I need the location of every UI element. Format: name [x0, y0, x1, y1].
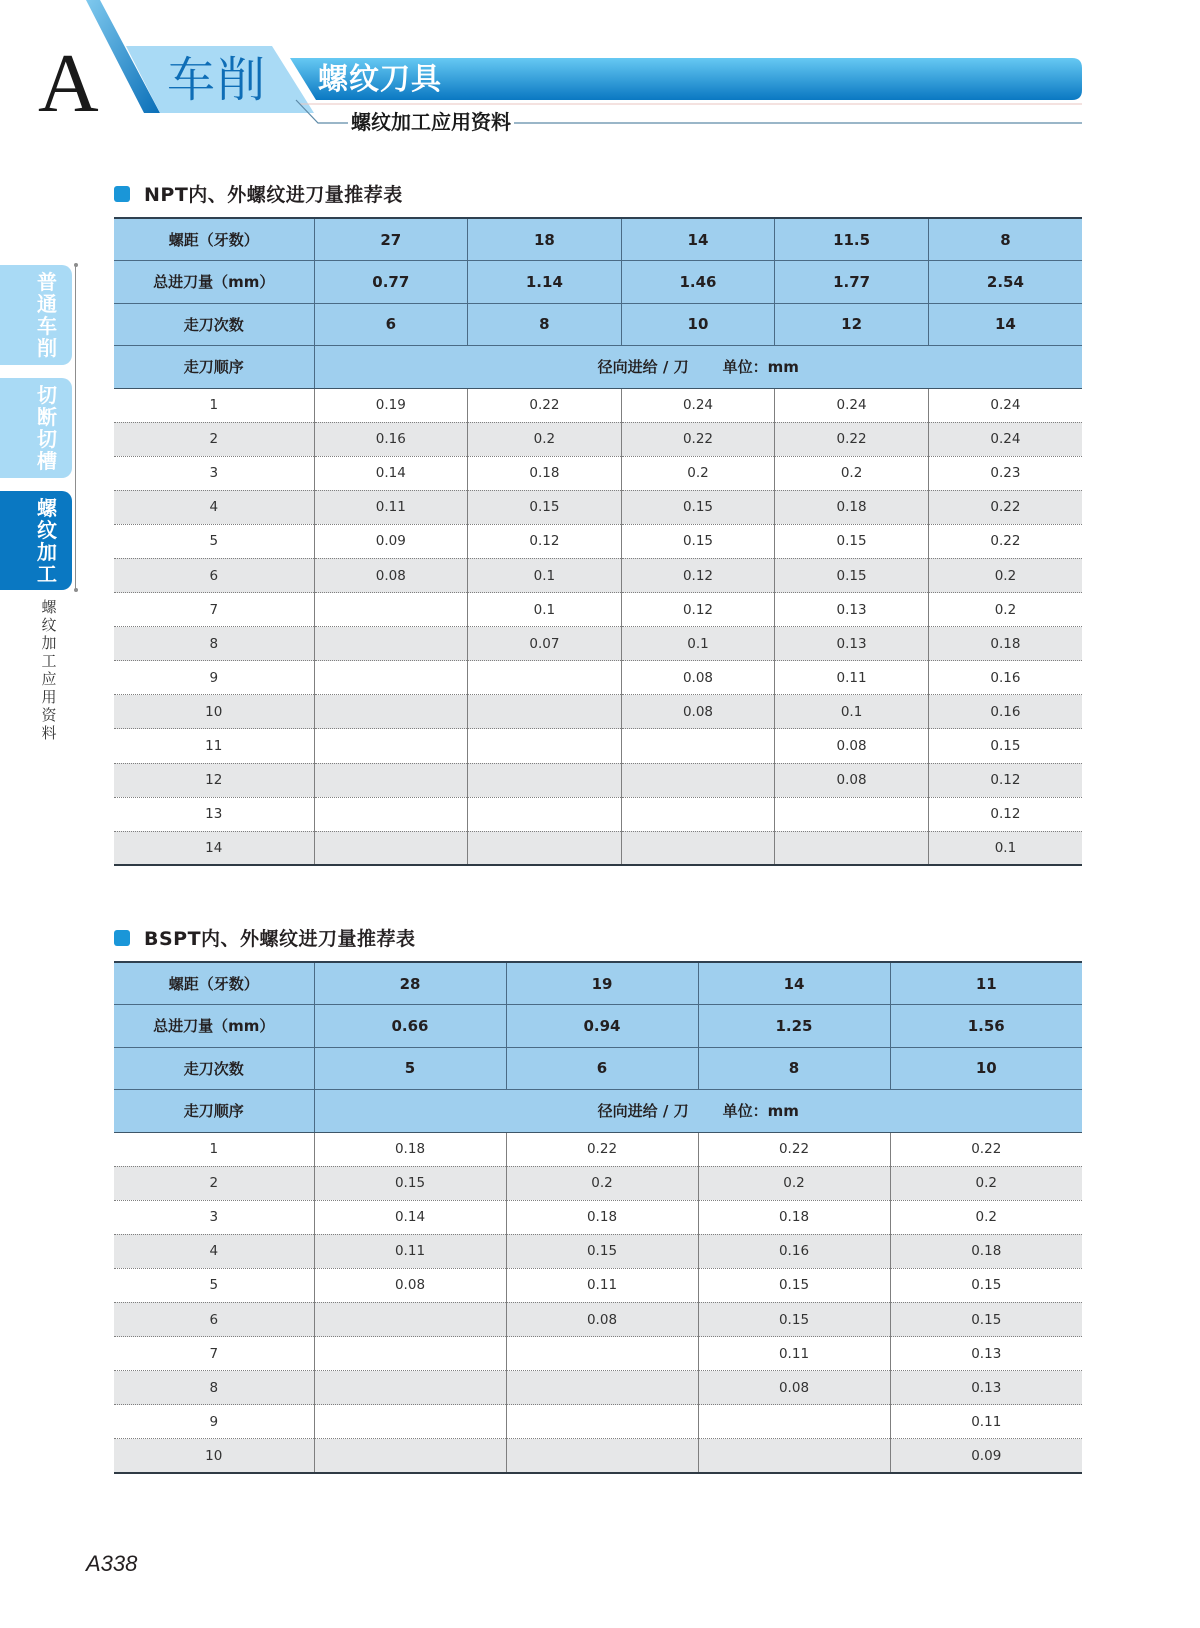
feed-value: 0.08 [506, 1302, 698, 1336]
feed-value: 0.15 [775, 558, 929, 592]
feed-value: 0.19 [314, 388, 468, 422]
pass-number: 5 [114, 524, 314, 558]
feed-value: 0.2 [890, 1166, 1082, 1200]
feed-value: 0.14 [314, 1200, 506, 1234]
table-row [114, 558, 1082, 592]
pass-number: 3 [114, 1200, 314, 1234]
feed-value: 0.2 [506, 1166, 698, 1200]
feed-value [698, 1439, 890, 1473]
sidebar-divider [75, 265, 76, 590]
table-row [114, 1268, 1082, 1302]
feed-value [468, 763, 622, 797]
tab-char: 螺 [37, 495, 57, 520]
table-row [114, 627, 1082, 661]
passes-value: 6 [506, 1047, 698, 1090]
feed-value [698, 1405, 890, 1439]
total-depth-value: 1.25 [698, 1005, 890, 1048]
table-row [114, 593, 1082, 627]
feed-value: 0.16 [928, 695, 1082, 729]
pitch-value: 14 [698, 962, 890, 1005]
feed-value: 0.12 [468, 524, 622, 558]
feed-value [621, 763, 775, 797]
table-row [114, 422, 1082, 456]
feed-value: 0.1 [468, 593, 622, 627]
passes-value: 5 [314, 1047, 506, 1090]
feed-value [775, 831, 929, 865]
pitch-row [114, 218, 1082, 261]
passes-value: 12 [775, 303, 929, 346]
npt-table-body [114, 388, 1082, 865]
sidebar-tab-parting-grooving[interactable] [0, 378, 72, 478]
unit-label: 单位：mm [722, 1102, 799, 1121]
feed-value: 0.2 [890, 1200, 1082, 1234]
total-depth-value: 0.94 [506, 1005, 698, 1048]
pass-number: 13 [114, 797, 314, 831]
total-depth-value: 0.66 [314, 1005, 506, 1048]
total-depth-row [114, 1005, 1082, 1048]
pass-number: 12 [114, 763, 314, 797]
feed-value: 0.1 [775, 695, 929, 729]
sequence-label: 走刀顺序 [114, 1090, 314, 1133]
radial-feed-unit-label [314, 346, 1082, 389]
bspt-table-body [114, 1132, 1082, 1473]
feed-value: 0.24 [928, 388, 1082, 422]
tab-char: 削 [37, 336, 57, 360]
pass-number: 7 [114, 1337, 314, 1371]
square-bullet-icon [114, 186, 130, 202]
table-row [114, 1405, 1082, 1439]
pass-number: 10 [114, 695, 314, 729]
banner-title: 螺纹刀具 [318, 62, 442, 97]
feed-value [775, 797, 929, 831]
feed-value: 0.22 [621, 422, 775, 456]
table-row [114, 490, 1082, 524]
pass-number: 2 [114, 422, 314, 456]
pass-number: 6 [114, 1302, 314, 1336]
table-row [114, 1132, 1082, 1166]
feed-value: 0.08 [621, 695, 775, 729]
feed-value [314, 1439, 506, 1473]
feed-value: 0.1 [468, 558, 622, 592]
feed-value [506, 1405, 698, 1439]
feed-value: 0.12 [928, 797, 1082, 831]
table-row [114, 1371, 1082, 1405]
table-row [114, 1337, 1082, 1371]
sub-char: 料 [41, 724, 57, 742]
pitch-value: 14 [621, 218, 775, 261]
feed-value: 0.15 [890, 1302, 1082, 1336]
table-row [114, 729, 1082, 763]
pitch-value: 27 [314, 218, 468, 261]
feed-value: 0.08 [314, 1268, 506, 1302]
feed-value [621, 729, 775, 763]
feed-value: 0.18 [314, 1132, 506, 1166]
feed-value: 0.18 [890, 1234, 1082, 1268]
feed-value: 0.22 [506, 1132, 698, 1166]
total-depth-value: 1.46 [621, 261, 775, 304]
tab-char: 切 [37, 383, 57, 407]
npt-feed-table [114, 217, 1082, 866]
feed-value [314, 763, 468, 797]
tab-char: 加 [37, 539, 57, 564]
radial-feed-label: 径向进给 / 刀 [597, 1102, 689, 1121]
sidebar-tab-general-turning[interactable] [0, 265, 72, 365]
pitch-value: 19 [506, 962, 698, 1005]
sub-char: 工 [41, 652, 57, 670]
feed-value: 0.08 [775, 729, 929, 763]
feed-value: 0.14 [314, 456, 468, 490]
pass-number: 2 [114, 1166, 314, 1200]
table-row [114, 524, 1082, 558]
pass-number: 9 [114, 661, 314, 695]
table-row [114, 661, 1082, 695]
total-depth-row [114, 261, 1082, 304]
tab-char: 纹 [37, 517, 57, 542]
feed-value [314, 1405, 506, 1439]
passes-label: 走刀次数 [114, 303, 314, 346]
total-depth-value: 2.54 [928, 261, 1082, 304]
feed-value [314, 797, 468, 831]
feed-value [314, 593, 468, 627]
page-subtitle: 螺纹加工应用资料 [348, 108, 514, 136]
table-row [114, 695, 1082, 729]
table-row [114, 1302, 1082, 1336]
feed-value: 0.24 [775, 388, 929, 422]
feed-value: 0.09 [890, 1439, 1082, 1473]
pitch-label: 螺距（牙数） [114, 218, 314, 261]
feed-value: 0.07 [468, 627, 622, 661]
passes-value: 8 [698, 1047, 890, 1090]
feed-value: 0.08 [775, 763, 929, 797]
feed-value: 0.18 [775, 490, 929, 524]
bspt-title-text: BSPT内、外螺纹进刀量推荐表 [144, 928, 416, 950]
feed-value: 0.22 [928, 524, 1082, 558]
passes-label: 走刀次数 [114, 1047, 314, 1090]
feed-value: 0.15 [468, 490, 622, 524]
feed-value: 0.13 [890, 1371, 1082, 1405]
sub-char: 应 [41, 670, 57, 688]
feed-value [506, 1337, 698, 1371]
passes-value: 8 [468, 303, 622, 346]
radial-feed-label: 径向进给 / 刀 [597, 358, 689, 377]
tab-char: 断 [37, 405, 57, 429]
page-header [0, 0, 1200, 140]
tab-char: 切 [37, 427, 57, 451]
feed-value: 0.15 [890, 1268, 1082, 1302]
pitch-row [114, 962, 1082, 1005]
feed-value: 0.15 [775, 524, 929, 558]
pass-number: 10 [114, 1439, 314, 1473]
feed-value: 0.24 [928, 422, 1082, 456]
passes-value: 14 [928, 303, 1082, 346]
feed-value: 0.12 [928, 763, 1082, 797]
feed-value: 0.2 [928, 558, 1082, 592]
feed-value [506, 1371, 698, 1405]
feed-value [468, 729, 622, 763]
feed-value: 0.11 [698, 1337, 890, 1371]
feed-value: 0.2 [698, 1166, 890, 1200]
pass-number: 9 [114, 1405, 314, 1439]
feed-value: 0.15 [621, 490, 775, 524]
table-row [114, 763, 1082, 797]
table-row [114, 797, 1082, 831]
feed-value: 0.12 [621, 593, 775, 627]
pass-number: 8 [114, 1371, 314, 1405]
sequence-header-row [114, 1090, 1082, 1133]
pass-number: 1 [114, 388, 314, 422]
tab-char: 通 [37, 292, 57, 316]
table-row [114, 1234, 1082, 1268]
feed-value [314, 831, 468, 865]
passes-row [114, 1047, 1082, 1090]
feed-value: 0.2 [468, 422, 622, 456]
passes-value: 10 [621, 303, 775, 346]
pass-number: 8 [114, 627, 314, 661]
pitch-value: 11 [890, 962, 1082, 1005]
pitch-label: 螺距（牙数） [114, 962, 314, 1005]
feed-value: 0.11 [314, 1234, 506, 1268]
feed-value: 0.1 [928, 831, 1082, 865]
npt-title-text: NPT内、外螺纹进刀量推荐表 [144, 184, 403, 206]
feed-value: 0.2 [775, 456, 929, 490]
page-number: A338 [86, 1551, 138, 1576]
feed-value [468, 661, 622, 695]
pass-number: 3 [114, 456, 314, 490]
section-letter: A [38, 37, 99, 130]
feed-value: 0.18 [928, 627, 1082, 661]
square-bullet-icon [114, 930, 130, 946]
tab-char: 普 [37, 270, 57, 294]
feed-value [314, 695, 468, 729]
feed-value: 0.24 [621, 388, 775, 422]
feed-value: 0.11 [506, 1268, 698, 1302]
feed-value: 0.13 [775, 627, 929, 661]
feed-value: 0.2 [928, 593, 1082, 627]
feed-value: 0.08 [314, 558, 468, 592]
feed-value [314, 1337, 506, 1371]
pitch-value: 11.5 [775, 218, 929, 261]
pass-number: 1 [114, 1132, 314, 1166]
sequence-label: 走刀顺序 [114, 346, 314, 389]
feed-value: 0.15 [698, 1302, 890, 1336]
feed-value: 0.15 [621, 524, 775, 558]
pitch-value: 28 [314, 962, 506, 1005]
total-depth-label: 总进刀量（mm） [114, 261, 314, 304]
total-depth-label: 总进刀量（mm） [114, 1005, 314, 1048]
sub-char: 螺 [41, 598, 57, 616]
tab-char: 工 [37, 561, 57, 586]
feed-value: 0.23 [928, 456, 1082, 490]
table-row [114, 1200, 1082, 1234]
feed-value: 0.08 [621, 661, 775, 695]
feed-value: 0.15 [314, 1166, 506, 1200]
feed-value: 0.15 [506, 1234, 698, 1268]
unit-label: 单位：mm [722, 358, 799, 377]
table-row [114, 388, 1082, 422]
feed-value: 0.11 [890, 1405, 1082, 1439]
sequence-header-row [114, 346, 1082, 389]
feed-value [314, 1371, 506, 1405]
feed-value [621, 797, 775, 831]
sidebar-tab-threading[interactable] [0, 491, 72, 590]
feed-value: 0.18 [468, 456, 622, 490]
feed-value: 0.09 [314, 524, 468, 558]
table-row [114, 1166, 1082, 1200]
category-title: 车削 [167, 52, 268, 108]
pass-number: 7 [114, 593, 314, 627]
radial-feed-unit-label [314, 1090, 1082, 1133]
feed-value [468, 831, 622, 865]
table-row [114, 1439, 1082, 1473]
bspt-feed-table [114, 961, 1082, 1474]
table-row [114, 456, 1082, 490]
sub-char: 用 [41, 688, 57, 706]
tab-char: 车 [37, 314, 57, 338]
pass-number: 6 [114, 558, 314, 592]
feed-value: 0.16 [698, 1234, 890, 1268]
pass-number: 11 [114, 729, 314, 763]
feed-value [314, 627, 468, 661]
feed-value: 0.18 [698, 1200, 890, 1234]
total-depth-value: 1.77 [775, 261, 929, 304]
feed-value: 0.18 [506, 1200, 698, 1234]
feed-value [506, 1439, 698, 1473]
pitch-value: 8 [928, 218, 1082, 261]
sub-char: 加 [41, 634, 57, 652]
total-depth-value: 1.14 [468, 261, 622, 304]
sidebar-sub-label [39, 598, 59, 742]
feed-value [468, 695, 622, 729]
feed-value: 0.2 [621, 456, 775, 490]
pass-number: 14 [114, 831, 314, 865]
feed-value: 0.16 [928, 661, 1082, 695]
feed-value: 0.16 [314, 422, 468, 456]
feed-value: 0.11 [775, 661, 929, 695]
sub-char: 纹 [41, 616, 57, 634]
feed-value: 0.22 [468, 388, 622, 422]
feed-value: 0.22 [928, 490, 1082, 524]
npt-section-title [114, 180, 403, 207]
feed-value [621, 831, 775, 865]
total-depth-value: 1.56 [890, 1005, 1082, 1048]
feed-value [468, 797, 622, 831]
feed-value: 0.15 [698, 1268, 890, 1302]
pass-number: 5 [114, 1268, 314, 1302]
feed-value [314, 729, 468, 763]
passes-value: 10 [890, 1047, 1082, 1090]
feed-value [314, 1302, 506, 1336]
sub-char: 资 [41, 706, 57, 724]
pitch-value: 18 [468, 218, 622, 261]
feed-value [314, 661, 468, 695]
feed-value: 0.1 [621, 627, 775, 661]
total-depth-value: 0.77 [314, 261, 468, 304]
feed-value: 0.08 [698, 1371, 890, 1405]
table-row [114, 831, 1082, 865]
feed-value: 0.15 [928, 729, 1082, 763]
feed-value: 0.13 [775, 593, 929, 627]
feed-value: 0.11 [314, 490, 468, 524]
bspt-section-title [114, 924, 416, 951]
feed-value: 0.22 [775, 422, 929, 456]
tab-char: 槽 [37, 449, 57, 473]
passes-row [114, 303, 1082, 346]
passes-value: 6 [314, 303, 468, 346]
feed-value: 0.12 [621, 558, 775, 592]
pass-number: 4 [114, 490, 314, 524]
feed-value: 0.22 [698, 1132, 890, 1166]
feed-value: 0.22 [890, 1132, 1082, 1166]
pass-number: 4 [114, 1234, 314, 1268]
feed-value: 0.13 [890, 1337, 1082, 1371]
